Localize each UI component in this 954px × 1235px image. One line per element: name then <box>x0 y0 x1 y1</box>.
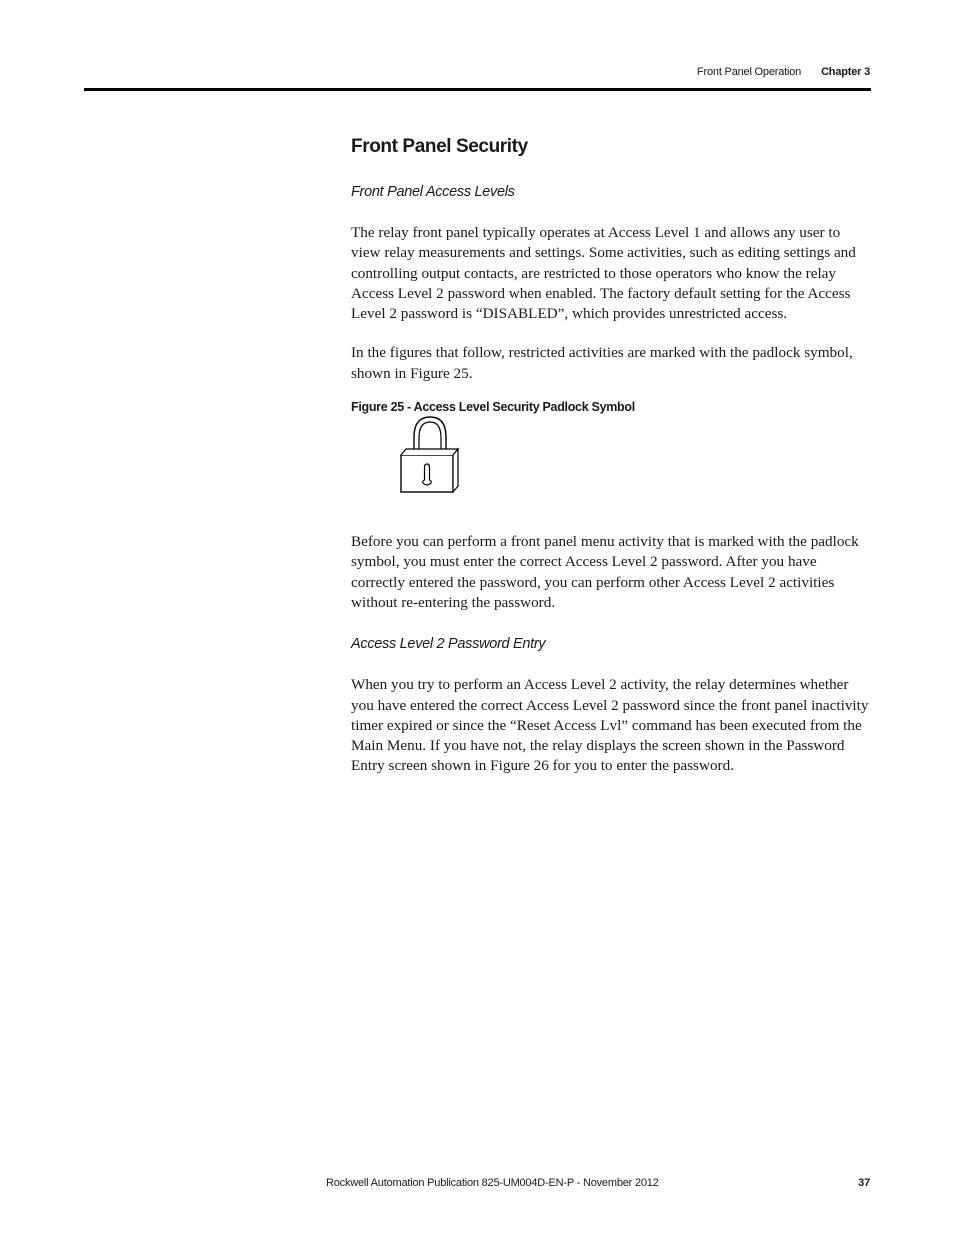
paragraph-restricted-activities: In the figures that follow, restricted activities are marked with the padlock symbol, shown in Figure 25. <box>351 344 853 382</box>
page-number: 37 <box>858 1177 870 1189</box>
header-section: Front Panel Operation <box>697 66 802 78</box>
paragraph-access-levels: The relay front panel typically operates at Access Level 1 and allows any user to view relay measurements and settings. Some activities, such as editing settings and controlling output contacts, are restricted to those operators who know the relay Access Level 2 password when enabled. The factory default setting for the Access Level 2 password is “DISABLED”, which provides unrestricted access. <box>351 224 856 323</box>
header-rule <box>84 88 871 91</box>
section-title: Front Panel Security <box>351 136 528 157</box>
subhead-password-entry: Access Level 2 Password Entry <box>351 636 546 653</box>
main-content <box>351 134 871 777</box>
header-chapter: Chapter 3 <box>821 66 870 78</box>
footer-publication: Rockwell Automation Publication 825-UM004D-EN-P - November 2012 <box>326 1177 659 1189</box>
figure-caption: Figure 25 - Access Level Security Padlock Symbol <box>351 400 635 415</box>
subhead-access-levels: Front Panel Access Levels <box>351 184 515 200</box>
paragraph-password-entry: When you try to perform an Access Level 2 activity, the relay determines whether you have entered the correct Access Level 2 password since the front panel inactivity timer expired or since the “Reset Access Lvl” command has been executed from the Main Menu. If you have not, the relay displays the screen shown in the Password Entry screen shown in Figure 26 for you to enter the password. <box>351 676 869 775</box>
page-header <box>697 66 870 78</box>
paragraph-password-entry-required: Before you can perform a front panel menu activity that is marked with the padlock symbol, you must enter the correct Access Level 2 password. After you have correctly entered the password, you can perform other Access Level 2 activities without re-entering the password. <box>351 533 859 611</box>
padlock-icon <box>400 415 460 495</box>
figure-25 <box>351 415 871 525</box>
